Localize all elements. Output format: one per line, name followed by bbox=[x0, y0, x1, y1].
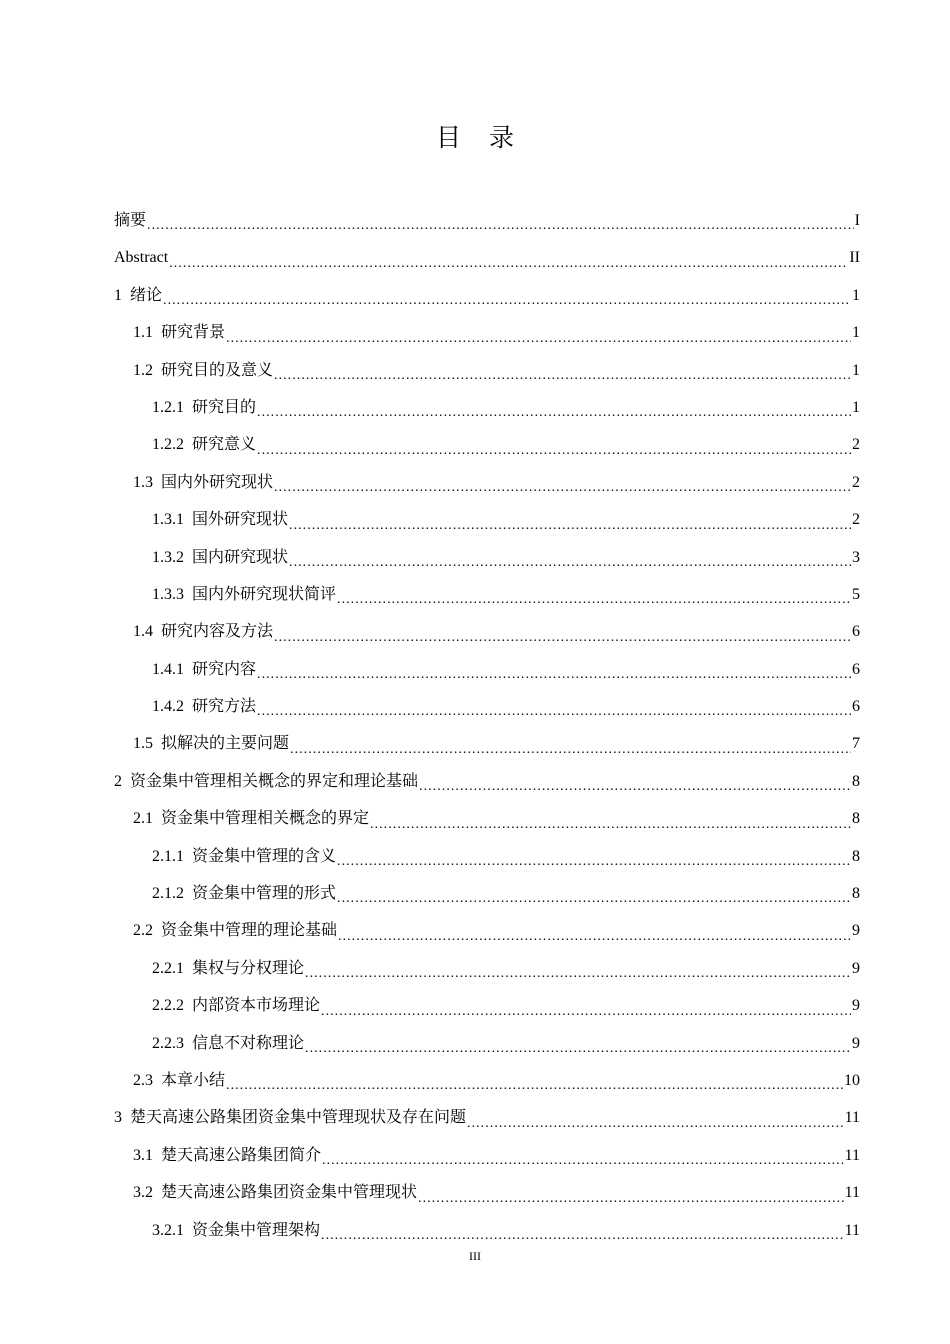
toc-entry-number: 2.2 bbox=[133, 922, 153, 940]
toc-entry[interactable] bbox=[114, 800, 860, 837]
toc-entry[interactable] bbox=[114, 1099, 860, 1136]
toc-entry-page: 11 bbox=[844, 1109, 860, 1127]
toc-entry-page: 2 bbox=[852, 473, 860, 491]
toc-entry[interactable] bbox=[114, 725, 860, 762]
toc-entry-number: 3 bbox=[114, 1109, 122, 1127]
toc-entry-title: 本章小结 bbox=[161, 1071, 226, 1089]
dot-leader bbox=[274, 613, 851, 650]
toc-entry[interactable] bbox=[114, 1025, 860, 1062]
toc-entry-page: 8 bbox=[852, 772, 860, 790]
toc-entry[interactable] bbox=[114, 389, 860, 426]
toc-entry-page: 9 bbox=[852, 922, 860, 940]
dot-leader bbox=[338, 912, 851, 949]
toc-entry[interactable] bbox=[114, 1062, 860, 1099]
toc-entry-number: 1.4.2 bbox=[152, 698, 184, 716]
toc-entry-title: Abstract bbox=[114, 249, 169, 267]
toc-entry[interactable] bbox=[114, 539, 860, 576]
toc-entry-title: 研究方法 bbox=[192, 698, 257, 716]
toc-entry-page: 1 bbox=[852, 324, 860, 342]
toc-entry-number: 2.2.2 bbox=[152, 997, 184, 1015]
toc-entry-title: 集权与分权理论 bbox=[192, 959, 305, 977]
toc-entry-title: 楚天高速公路集团资金集中管理现状 bbox=[161, 1184, 418, 1202]
dot-leader bbox=[257, 688, 851, 725]
toc-entry-page: 7 bbox=[852, 735, 860, 753]
dot-leader bbox=[290, 725, 851, 762]
toc-entry[interactable] bbox=[114, 912, 860, 949]
toc-entry-title: 资金集中管理的形式 bbox=[192, 885, 337, 903]
toc-entry[interactable] bbox=[114, 202, 860, 239]
dot-leader bbox=[169, 239, 848, 276]
toc-entry-title: 资金集中管理相关概念的界定和理论基础 bbox=[130, 772, 419, 790]
toc-entry-number: 1.2.2 bbox=[152, 436, 184, 454]
dot-leader bbox=[419, 763, 851, 800]
toc-entry[interactable] bbox=[114, 838, 860, 875]
toc-entry-page: 8 bbox=[852, 885, 860, 903]
toc-entry[interactable] bbox=[114, 613, 860, 650]
toc-entry-number: 2.1.1 bbox=[152, 847, 184, 865]
toc-entry[interactable] bbox=[114, 950, 860, 987]
toc-entry-page: 3 bbox=[852, 548, 860, 566]
dot-leader bbox=[257, 426, 851, 463]
dot-leader bbox=[337, 838, 851, 875]
dot-leader bbox=[467, 1099, 844, 1136]
page-number: III bbox=[469, 1249, 481, 1263]
toc-entry[interactable] bbox=[114, 277, 860, 314]
dot-leader bbox=[370, 800, 851, 837]
toc-entry-page: 6 bbox=[852, 660, 860, 678]
dot-leader bbox=[305, 950, 851, 987]
dot-leader bbox=[289, 501, 851, 538]
toc-entry[interactable] bbox=[114, 688, 860, 725]
dot-leader bbox=[274, 352, 851, 389]
toc-entry-number: 3.2.1 bbox=[152, 1221, 184, 1239]
toc-entry-title: 资金集中管理的含义 bbox=[192, 847, 337, 865]
toc-entry-number: 1.4 bbox=[133, 623, 153, 641]
toc-entry-number: 1.5 bbox=[133, 735, 153, 753]
toc-entry-title: 国内外研究现状 bbox=[161, 473, 274, 491]
dot-leader bbox=[322, 1137, 844, 1174]
toc-entry-page: 1 bbox=[852, 361, 860, 379]
toc-title-char-2: 录 bbox=[489, 123, 515, 152]
toc-entry-page: 11 bbox=[844, 1184, 860, 1202]
toc-entry-page: 10 bbox=[844, 1071, 860, 1089]
toc-entry-page: II bbox=[849, 249, 860, 267]
toc-entry-title: 内部资本市场理论 bbox=[192, 997, 321, 1015]
toc-entry-number: 1.2 bbox=[133, 361, 153, 379]
toc-entry-title: 研究背景 bbox=[161, 324, 226, 342]
dot-leader bbox=[337, 576, 851, 613]
toc-entry[interactable] bbox=[114, 651, 860, 688]
toc-entry-page: 11 bbox=[844, 1146, 860, 1164]
toc-entry-page: 9 bbox=[852, 997, 860, 1015]
toc-entry-page: 1 bbox=[852, 398, 860, 416]
toc-entry-number: 1.3.3 bbox=[152, 585, 184, 603]
toc-entry-number: 1.3.1 bbox=[152, 511, 184, 529]
toc-title bbox=[0, 118, 950, 154]
toc-entry-title: 摘要 bbox=[114, 211, 147, 229]
toc-entry-title: 研究内容 bbox=[192, 660, 257, 678]
toc-entry-page: 9 bbox=[852, 1034, 860, 1052]
toc-entry-number: 2.1.2 bbox=[152, 885, 184, 903]
toc-entry-title: 国内研究现状 bbox=[192, 548, 289, 566]
dot-leader bbox=[257, 389, 851, 426]
dot-leader bbox=[305, 1025, 851, 1062]
toc-entry-page: 6 bbox=[852, 698, 860, 716]
toc-entry[interactable] bbox=[114, 464, 860, 501]
toc-entry-page: 1 bbox=[852, 286, 860, 304]
toc-entry-title: 研究目的 bbox=[192, 398, 257, 416]
toc-entry[interactable] bbox=[114, 501, 860, 538]
toc-entry-title: 信息不对称理论 bbox=[192, 1034, 305, 1052]
toc-entry-number: 1.3.2 bbox=[152, 548, 184, 566]
toc-entry[interactable] bbox=[114, 1212, 860, 1249]
dot-leader bbox=[147, 202, 854, 239]
toc-entry-page: 8 bbox=[852, 810, 860, 828]
toc-entry-title: 拟解决的主要问题 bbox=[161, 735, 290, 753]
toc-entry-page: 2 bbox=[852, 436, 860, 454]
toc-entry[interactable] bbox=[114, 1137, 860, 1174]
toc-entry-title: 国外研究现状 bbox=[192, 511, 289, 529]
toc-entry-number: 1.3 bbox=[133, 473, 153, 491]
toc-entry-title: 绪论 bbox=[130, 286, 163, 304]
toc-entry-number: 2.2.1 bbox=[152, 959, 184, 977]
toc-entry-title: 楚天高速公路集团资金集中管理现状及存在问题 bbox=[130, 1109, 467, 1127]
toc-entry-title: 研究意义 bbox=[192, 436, 257, 454]
toc-entry-title: 资金集中管理架构 bbox=[192, 1221, 321, 1239]
toc-entry-page: 11 bbox=[844, 1221, 860, 1239]
dot-leader bbox=[418, 1174, 844, 1211]
toc-entry-page: 8 bbox=[852, 847, 860, 865]
dot-leader bbox=[337, 875, 851, 912]
toc-entry-number: 2.2.3 bbox=[152, 1034, 184, 1052]
dot-leader bbox=[163, 277, 851, 314]
toc-entry[interactable] bbox=[114, 1174, 860, 1211]
dot-leader bbox=[321, 1212, 844, 1249]
dot-leader bbox=[321, 987, 851, 1024]
toc-entry-page: 2 bbox=[852, 511, 860, 529]
toc-entry[interactable] bbox=[114, 239, 860, 276]
toc-entry[interactable] bbox=[114, 763, 860, 800]
dot-leader bbox=[226, 1062, 843, 1099]
toc-entry-title: 资金集中管理相关概念的界定 bbox=[161, 810, 370, 828]
toc-entry-title: 楚天高速公路集团简介 bbox=[161, 1146, 322, 1164]
toc-entry-title: 国内外研究现状简评 bbox=[192, 585, 337, 603]
dot-leader bbox=[289, 539, 851, 576]
toc-entry[interactable] bbox=[114, 314, 860, 351]
toc-entry-title: 资金集中管理的理论基础 bbox=[161, 922, 338, 940]
toc-entry[interactable] bbox=[114, 987, 860, 1024]
toc-entry-title: 研究目的及意义 bbox=[161, 361, 274, 379]
toc-entry-number: 3.2 bbox=[133, 1184, 153, 1202]
dot-leader bbox=[274, 464, 851, 501]
toc-entry-title: 研究内容及方法 bbox=[161, 623, 274, 641]
toc-entry-number: 1.1 bbox=[133, 324, 153, 342]
toc-entry[interactable] bbox=[114, 352, 860, 389]
toc-entry[interactable] bbox=[114, 576, 860, 613]
toc-entry-number: 1 bbox=[114, 286, 122, 304]
toc-entry-page: 6 bbox=[852, 623, 860, 641]
dot-leader bbox=[257, 651, 851, 688]
toc-entry-number: 2.3 bbox=[133, 1071, 153, 1089]
toc-entry-number: 2.1 bbox=[133, 810, 153, 828]
toc-entry-page: I bbox=[854, 211, 860, 229]
toc-entry-number: 3.1 bbox=[133, 1146, 153, 1164]
toc-entry-number: 2 bbox=[114, 772, 122, 790]
table-of-contents bbox=[114, 202, 860, 1249]
toc-entry[interactable] bbox=[114, 426, 860, 463]
toc-entry-number: 1.4.1 bbox=[152, 660, 184, 678]
toc-entry-page: 9 bbox=[852, 959, 860, 977]
toc-title-char-1: 目 bbox=[435, 123, 461, 152]
toc-entry-page: 5 bbox=[852, 585, 860, 603]
toc-entry[interactable] bbox=[114, 875, 860, 912]
toc-entry-number: 1.2.1 bbox=[152, 398, 184, 416]
dot-leader bbox=[226, 314, 851, 351]
